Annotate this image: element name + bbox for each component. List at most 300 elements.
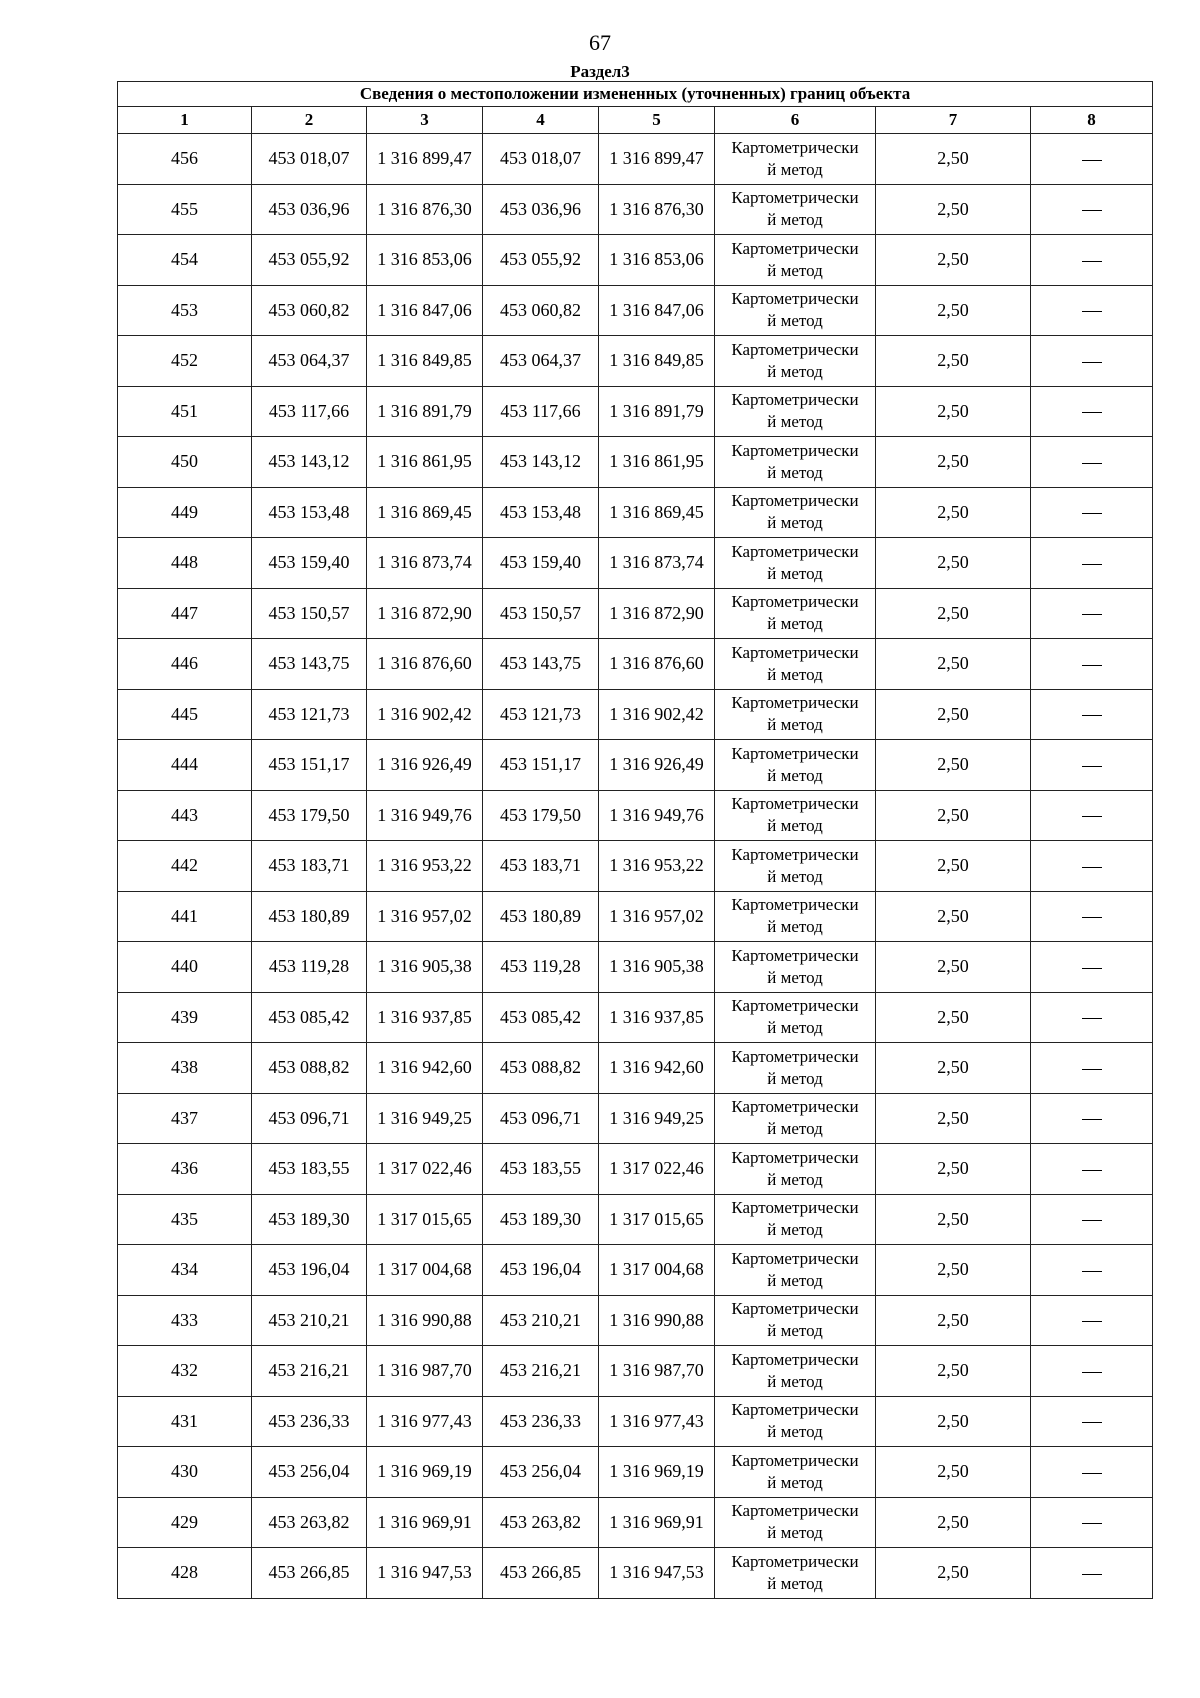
table-row xyxy=(118,740,1153,791)
accuracy-cell: 2,50 xyxy=(876,1497,1031,1548)
x-old-cell: 453 196,04 xyxy=(252,1245,367,1296)
method-line: Картометрически xyxy=(731,1147,859,1167)
empty-cell xyxy=(1031,942,1153,993)
table-row xyxy=(118,689,1153,740)
dash-mark xyxy=(1082,261,1102,262)
x-new-cell: 453 216,21 xyxy=(483,1346,599,1397)
point-number-cell: 446 xyxy=(118,639,252,690)
method-line: й метод xyxy=(767,765,823,785)
y-new-cell: 1 317 004,68 xyxy=(599,1245,715,1296)
x-new-cell: 453 119,28 xyxy=(483,942,599,993)
x-new-cell: 453 143,12 xyxy=(483,437,599,488)
x-old-cell: 453 055,92 xyxy=(252,235,367,286)
empty-cell xyxy=(1031,1548,1153,1599)
method-cell xyxy=(715,437,876,488)
x-old-cell: 453 183,71 xyxy=(252,841,367,892)
accuracy-cell: 2,50 xyxy=(876,235,1031,286)
x-old-cell: 453 018,07 xyxy=(252,134,367,185)
method-line: й метод xyxy=(767,1371,823,1391)
y-old-cell: 1 316 876,30 xyxy=(367,184,483,235)
point-number-cell: 431 xyxy=(118,1396,252,1447)
accuracy-cell: 2,50 xyxy=(876,538,1031,589)
method-cell xyxy=(715,184,876,235)
method-line: Картометрически xyxy=(731,541,859,561)
dash-mark xyxy=(1082,1271,1102,1272)
method-cell xyxy=(715,790,876,841)
empty-cell xyxy=(1031,1497,1153,1548)
accuracy-cell: 2,50 xyxy=(876,1396,1031,1447)
dash-mark xyxy=(1082,766,1102,767)
y-new-cell: 1 316 905,38 xyxy=(599,942,715,993)
method-line: й метод xyxy=(767,866,823,886)
y-new-cell: 1 316 953,22 xyxy=(599,841,715,892)
accuracy-cell: 2,50 xyxy=(876,1144,1031,1195)
empty-cell xyxy=(1031,1447,1153,1498)
y-old-cell: 1 316 957,02 xyxy=(367,891,483,942)
table-caption: Сведения о местоположении измененных (уточненных) границ объекта xyxy=(118,82,1153,107)
table-row xyxy=(118,538,1153,589)
accuracy-cell: 2,50 xyxy=(876,437,1031,488)
x-new-cell: 453 180,89 xyxy=(483,891,599,942)
method-cell xyxy=(715,1447,876,1498)
method-line: й метод xyxy=(767,412,823,432)
x-new-cell: 453 196,04 xyxy=(483,1245,599,1296)
y-old-cell: 1 316 847,06 xyxy=(367,285,483,336)
x-old-cell: 453 117,66 xyxy=(252,386,367,437)
x-old-cell: 453 236,33 xyxy=(252,1396,367,1447)
empty-cell xyxy=(1031,437,1153,488)
point-number-cell: 448 xyxy=(118,538,252,589)
dash-mark xyxy=(1082,867,1102,868)
method-line: й метод xyxy=(767,1270,823,1290)
dash-mark xyxy=(1082,665,1102,666)
method-line: й метод xyxy=(767,1523,823,1543)
table-row xyxy=(118,336,1153,387)
accuracy-cell: 2,50 xyxy=(876,1093,1031,1144)
accuracy-cell: 2,50 xyxy=(876,841,1031,892)
method-line: Картометрически xyxy=(731,1097,859,1117)
method-line: Картометрически xyxy=(731,895,859,915)
method-line: й метод xyxy=(767,361,823,381)
dash-mark xyxy=(1082,968,1102,969)
table-row xyxy=(118,1194,1153,1245)
method-line: й метод xyxy=(767,1119,823,1139)
table-row xyxy=(118,639,1153,690)
point-number-cell: 454 xyxy=(118,235,252,286)
method-line: й метод xyxy=(767,967,823,987)
point-number-cell: 435 xyxy=(118,1194,252,1245)
empty-cell xyxy=(1031,790,1153,841)
dash-mark xyxy=(1082,1069,1102,1070)
x-old-cell: 453 085,42 xyxy=(252,992,367,1043)
x-new-cell: 453 121,73 xyxy=(483,689,599,740)
method-cell xyxy=(715,1396,876,1447)
method-cell xyxy=(715,1346,876,1397)
table-row xyxy=(118,134,1153,185)
table-row xyxy=(118,1447,1153,1498)
point-number-cell: 430 xyxy=(118,1447,252,1498)
y-old-cell: 1 317 004,68 xyxy=(367,1245,483,1296)
y-new-cell: 1 316 926,49 xyxy=(599,740,715,791)
x-old-cell: 453 060,82 xyxy=(252,285,367,336)
accuracy-cell: 2,50 xyxy=(876,1447,1031,1498)
x-new-cell: 453 183,71 xyxy=(483,841,599,892)
table-row xyxy=(118,184,1153,235)
x-new-cell: 453 256,04 xyxy=(483,1447,599,1498)
method-line: Картометрически xyxy=(731,844,859,864)
y-old-cell: 1 316 953,22 xyxy=(367,841,483,892)
method-cell xyxy=(715,487,876,538)
method-line: й метод xyxy=(767,159,823,179)
accuracy-cell: 2,50 xyxy=(876,1295,1031,1346)
point-number-cell: 456 xyxy=(118,134,252,185)
method-line: й метод xyxy=(767,664,823,684)
empty-cell xyxy=(1031,487,1153,538)
accuracy-cell: 2,50 xyxy=(876,1245,1031,1296)
method-line: й метод xyxy=(767,462,823,482)
empty-cell xyxy=(1031,134,1153,185)
table-row xyxy=(118,235,1153,286)
x-new-cell: 453 159,40 xyxy=(483,538,599,589)
method-cell xyxy=(715,891,876,942)
method-line: Картометрически xyxy=(731,592,859,612)
dash-mark xyxy=(1082,1018,1102,1019)
y-new-cell: 1 316 969,19 xyxy=(599,1447,715,1498)
x-new-cell: 453 085,42 xyxy=(483,992,599,1043)
x-old-cell: 453 119,28 xyxy=(252,942,367,993)
x-old-cell: 453 036,96 xyxy=(252,184,367,235)
empty-cell xyxy=(1031,1194,1153,1245)
method-line: й метод xyxy=(767,1422,823,1442)
y-old-cell: 1 316 905,38 xyxy=(367,942,483,993)
table-row xyxy=(118,588,1153,639)
point-number-cell: 447 xyxy=(118,588,252,639)
method-line: Картометрически xyxy=(731,642,859,662)
accuracy-cell: 2,50 xyxy=(876,1346,1031,1397)
accuracy-cell: 2,50 xyxy=(876,184,1031,235)
x-new-cell: 453 150,57 xyxy=(483,588,599,639)
x-new-cell: 453 263,82 xyxy=(483,1497,599,1548)
x-new-cell: 453 055,92 xyxy=(483,235,599,286)
table-row xyxy=(118,285,1153,336)
point-number-cell: 428 xyxy=(118,1548,252,1599)
method-cell xyxy=(715,1548,876,1599)
method-line: й метод xyxy=(767,715,823,735)
method-cell xyxy=(715,1245,876,1296)
y-new-cell: 1 316 847,06 xyxy=(599,285,715,336)
point-number-cell: 453 xyxy=(118,285,252,336)
method-line: й метод xyxy=(767,1018,823,1038)
method-cell xyxy=(715,1497,876,1548)
dash-mark xyxy=(1082,210,1102,211)
dash-mark xyxy=(1082,917,1102,918)
point-number-cell: 443 xyxy=(118,790,252,841)
point-number-cell: 429 xyxy=(118,1497,252,1548)
y-old-cell: 1 316 872,90 xyxy=(367,588,483,639)
method-line: Картометрически xyxy=(731,743,859,763)
x-new-cell: 453 210,21 xyxy=(483,1295,599,1346)
dash-mark xyxy=(1082,1220,1102,1221)
accuracy-cell: 2,50 xyxy=(876,336,1031,387)
dash-mark xyxy=(1082,463,1102,464)
x-old-cell: 453 159,40 xyxy=(252,538,367,589)
table-row xyxy=(118,942,1153,993)
dash-mark xyxy=(1082,564,1102,565)
method-line: й метод xyxy=(767,1220,823,1240)
x-new-cell: 453 096,71 xyxy=(483,1093,599,1144)
y-old-cell: 1 316 942,60 xyxy=(367,1043,483,1094)
y-old-cell: 1 316 990,88 xyxy=(367,1295,483,1346)
x-old-cell: 453 121,73 xyxy=(252,689,367,740)
y-old-cell: 1 316 873,74 xyxy=(367,538,483,589)
table-body xyxy=(118,134,1153,1599)
x-new-cell: 453 036,96 xyxy=(483,184,599,235)
method-cell xyxy=(715,841,876,892)
accuracy-cell: 2,50 xyxy=(876,487,1031,538)
y-new-cell: 1 316 849,85 xyxy=(599,336,715,387)
y-new-cell: 1 316 861,95 xyxy=(599,437,715,488)
method-line: Картометрически xyxy=(731,1299,859,1319)
method-line: й метод xyxy=(767,210,823,230)
column-header: 6 xyxy=(715,107,876,134)
empty-cell xyxy=(1031,1396,1153,1447)
dash-mark xyxy=(1082,160,1102,161)
y-old-cell: 1 316 969,19 xyxy=(367,1447,483,1498)
empty-cell xyxy=(1031,1245,1153,1296)
method-line: Картометрически xyxy=(731,945,859,965)
x-old-cell: 453 256,04 xyxy=(252,1447,367,1498)
x-new-cell: 453 117,66 xyxy=(483,386,599,437)
x-new-cell: 453 179,50 xyxy=(483,790,599,841)
method-line: Картометрически xyxy=(731,693,859,713)
y-new-cell: 1 316 876,60 xyxy=(599,639,715,690)
y-new-cell: 1 316 902,42 xyxy=(599,689,715,740)
y-old-cell: 1 316 876,60 xyxy=(367,639,483,690)
page-number: 67 xyxy=(589,30,611,55)
point-number-cell: 452 xyxy=(118,336,252,387)
method-line: й метод xyxy=(767,816,823,836)
point-number-cell: 445 xyxy=(118,689,252,740)
method-line: Картометрически xyxy=(731,339,859,359)
table-row xyxy=(118,841,1153,892)
table-row xyxy=(118,1295,1153,1346)
x-new-cell: 453 151,17 xyxy=(483,740,599,791)
column-header-row xyxy=(118,107,1153,134)
point-number-cell: 450 xyxy=(118,437,252,488)
section-title: Раздел3 xyxy=(570,62,630,81)
empty-cell xyxy=(1031,285,1153,336)
table-row xyxy=(118,1043,1153,1094)
y-old-cell: 1 316 849,85 xyxy=(367,336,483,387)
y-new-cell: 1 317 015,65 xyxy=(599,1194,715,1245)
table-row xyxy=(118,1497,1153,1548)
method-line: Картометрически xyxy=(731,996,859,1016)
x-old-cell: 453 143,12 xyxy=(252,437,367,488)
method-cell xyxy=(715,538,876,589)
method-cell xyxy=(715,639,876,690)
y-old-cell: 1 316 853,06 xyxy=(367,235,483,286)
x-new-cell: 453 143,75 xyxy=(483,639,599,690)
method-line: Картометрически xyxy=(731,1400,859,1420)
empty-cell xyxy=(1031,538,1153,589)
table-row xyxy=(118,1093,1153,1144)
method-line: Картометрически xyxy=(731,1198,859,1218)
y-old-cell: 1 316 891,79 xyxy=(367,386,483,437)
y-old-cell: 1 316 977,43 xyxy=(367,1396,483,1447)
y-new-cell: 1 316 990,88 xyxy=(599,1295,715,1346)
y-new-cell: 1 317 022,46 xyxy=(599,1144,715,1195)
y-old-cell: 1 316 861,95 xyxy=(367,437,483,488)
y-old-cell: 1 316 937,85 xyxy=(367,992,483,1043)
y-old-cell: 1 316 899,47 xyxy=(367,134,483,185)
table-row xyxy=(118,487,1153,538)
y-old-cell: 1 316 949,76 xyxy=(367,790,483,841)
y-new-cell: 1 316 869,45 xyxy=(599,487,715,538)
empty-cell xyxy=(1031,689,1153,740)
x-old-cell: 453 189,30 xyxy=(252,1194,367,1245)
method-line: Картометрически xyxy=(731,289,859,309)
y-old-cell: 1 316 926,49 xyxy=(367,740,483,791)
y-old-cell: 1 316 947,53 xyxy=(367,1548,483,1599)
accuracy-cell: 2,50 xyxy=(876,134,1031,185)
point-number-cell: 451 xyxy=(118,386,252,437)
y-old-cell: 1 316 869,45 xyxy=(367,487,483,538)
x-old-cell: 453 179,50 xyxy=(252,790,367,841)
dash-mark xyxy=(1082,1574,1102,1575)
table-row xyxy=(118,1346,1153,1397)
method-line: Картометрически xyxy=(731,1450,859,1470)
method-cell xyxy=(715,740,876,791)
y-new-cell: 1 316 987,70 xyxy=(599,1346,715,1397)
table-row xyxy=(118,1548,1153,1599)
dash-mark xyxy=(1082,1372,1102,1373)
method-line: Картометрически xyxy=(731,440,859,460)
method-cell xyxy=(715,942,876,993)
point-number-cell: 444 xyxy=(118,740,252,791)
point-number-cell: 434 xyxy=(118,1245,252,1296)
empty-cell xyxy=(1031,588,1153,639)
coordinates-table xyxy=(117,81,1153,1599)
method-line: й метод xyxy=(767,311,823,331)
y-old-cell: 1 316 969,91 xyxy=(367,1497,483,1548)
empty-cell xyxy=(1031,740,1153,791)
x-new-cell: 453 153,48 xyxy=(483,487,599,538)
x-new-cell: 453 060,82 xyxy=(483,285,599,336)
table-row xyxy=(118,992,1153,1043)
method-line: й метод xyxy=(767,1169,823,1189)
accuracy-cell: 2,50 xyxy=(876,790,1031,841)
method-line: Картометрически xyxy=(731,1551,859,1571)
x-old-cell: 453 180,89 xyxy=(252,891,367,942)
column-header: 3 xyxy=(367,107,483,134)
dash-mark xyxy=(1082,1321,1102,1322)
point-number-cell: 436 xyxy=(118,1144,252,1195)
y-new-cell: 1 316 949,25 xyxy=(599,1093,715,1144)
dash-mark xyxy=(1082,816,1102,817)
method-line: й метод xyxy=(767,614,823,634)
empty-cell xyxy=(1031,992,1153,1043)
point-number-cell: 449 xyxy=(118,487,252,538)
y-new-cell: 1 316 872,90 xyxy=(599,588,715,639)
method-line: й метод xyxy=(767,1068,823,1088)
method-line: Картометрически xyxy=(731,1501,859,1521)
point-number-cell: 432 xyxy=(118,1346,252,1397)
method-line: Картометрически xyxy=(731,390,859,410)
dash-mark xyxy=(1082,412,1102,413)
column-header: 8 xyxy=(1031,107,1153,134)
y-new-cell: 1 316 876,30 xyxy=(599,184,715,235)
method-line: Картометрически xyxy=(731,794,859,814)
x-old-cell: 453 151,17 xyxy=(252,740,367,791)
method-line: Картометрически xyxy=(731,137,859,157)
dash-mark xyxy=(1082,715,1102,716)
method-line: Картометрически xyxy=(731,491,859,511)
method-cell xyxy=(715,588,876,639)
x-old-cell: 453 210,21 xyxy=(252,1295,367,1346)
x-new-cell: 453 018,07 xyxy=(483,134,599,185)
x-old-cell: 453 064,37 xyxy=(252,336,367,387)
empty-cell xyxy=(1031,336,1153,387)
empty-cell xyxy=(1031,841,1153,892)
accuracy-cell: 2,50 xyxy=(876,588,1031,639)
empty-cell xyxy=(1031,235,1153,286)
method-cell xyxy=(715,235,876,286)
x-old-cell: 453 150,57 xyxy=(252,588,367,639)
accuracy-cell: 2,50 xyxy=(876,639,1031,690)
accuracy-cell: 2,50 xyxy=(876,285,1031,336)
accuracy-cell: 2,50 xyxy=(876,942,1031,993)
point-number-cell: 439 xyxy=(118,992,252,1043)
empty-cell xyxy=(1031,386,1153,437)
y-new-cell: 1 316 891,79 xyxy=(599,386,715,437)
table-row xyxy=(118,386,1153,437)
method-cell xyxy=(715,1093,876,1144)
dash-mark xyxy=(1082,1473,1102,1474)
table-row xyxy=(118,437,1153,488)
empty-cell xyxy=(1031,639,1153,690)
method-line: Картометрически xyxy=(731,1349,859,1369)
method-cell xyxy=(715,285,876,336)
table-row xyxy=(118,790,1153,841)
y-new-cell: 1 316 899,47 xyxy=(599,134,715,185)
x-old-cell: 453 266,85 xyxy=(252,1548,367,1599)
empty-cell xyxy=(1031,1346,1153,1397)
method-line: й метод xyxy=(767,1472,823,1492)
x-old-cell: 453 143,75 xyxy=(252,639,367,690)
method-line: й метод xyxy=(767,1321,823,1341)
y-new-cell: 1 316 937,85 xyxy=(599,992,715,1043)
empty-cell xyxy=(1031,1093,1153,1144)
method-line: й метод xyxy=(767,260,823,280)
column-header: 1 xyxy=(118,107,252,134)
dash-mark xyxy=(1082,1119,1102,1120)
method-line: Картометрически xyxy=(731,1248,859,1268)
accuracy-cell: 2,50 xyxy=(876,689,1031,740)
method-cell xyxy=(715,134,876,185)
method-cell xyxy=(715,1194,876,1245)
method-cell xyxy=(715,386,876,437)
accuracy-cell: 2,50 xyxy=(876,386,1031,437)
x-new-cell: 453 183,55 xyxy=(483,1144,599,1195)
accuracy-cell: 2,50 xyxy=(876,891,1031,942)
dash-mark xyxy=(1082,1422,1102,1423)
y-old-cell: 1 317 015,65 xyxy=(367,1194,483,1245)
dash-mark xyxy=(1082,513,1102,514)
method-cell xyxy=(715,689,876,740)
table-row xyxy=(118,1144,1153,1195)
x-new-cell: 453 266,85 xyxy=(483,1548,599,1599)
point-number-cell: 442 xyxy=(118,841,252,892)
